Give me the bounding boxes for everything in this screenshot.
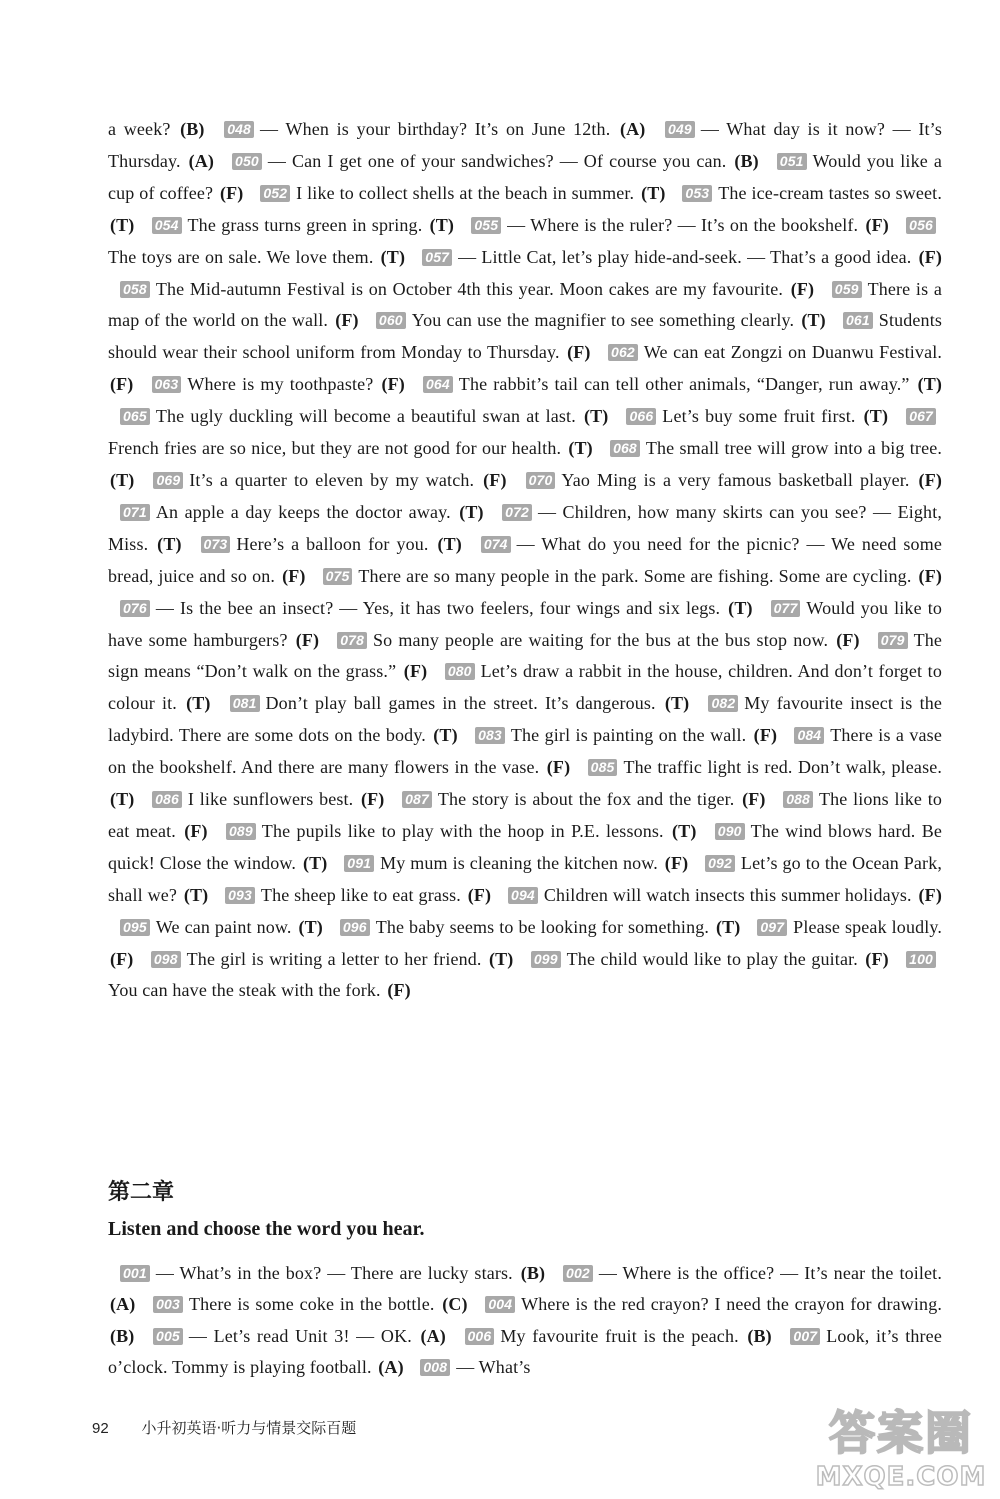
item-text: The rabbit’s tail can tell other animals, “Danger, run away.” [458,374,910,395]
item-number-badge: 071 [120,504,150,521]
item-text: — Where is the ruler? — It’s on the bookshelf. [507,214,859,235]
item-number-badge: 080 [445,663,475,680]
item-answer: (F) [865,214,889,235]
item-number-badge: 064 [423,376,453,393]
item-answer: (F) [403,661,428,682]
item-answer: (T) [110,789,135,810]
item-number-badge: 083 [475,727,505,744]
item-text: So many people are waiting for the bus at the bus stop now. [373,629,829,650]
item-answer: (F) [567,342,591,363]
answer-item [463,725,777,745]
item-text: My favourite insect is the ladybird. There are some dots on the body. [108,693,943,746]
item-number-badge: 070 [526,472,556,489]
page-number: 92 [92,1420,109,1437]
item-number-badge: 058 [120,281,150,298]
item-text: — Let’s read Unit 3! — OK. [188,1325,412,1346]
answer-item [214,821,696,841]
item-number-badge: 099 [531,951,561,968]
answer-item [390,789,765,809]
item-number-badge: 002 [563,1265,593,1282]
item-number-badge: 057 [422,249,452,266]
item-answer: (F) [664,852,689,873]
item-text: The wind blows hard. Be quick! Close the window. [108,820,943,873]
item-answer: (T) [380,246,406,267]
item-text: — Little Cat, let’s play hide-and-seek. — That’s a good idea. [458,246,912,267]
item-text: — What’s in the box? — There are lucky stars. [155,1263,513,1283]
item-text: Don’t play ball games in the street. It’s dangerous. [265,693,656,714]
item-number-badge: 093 [225,887,255,904]
answer-item [218,693,690,713]
item-text: There is some coke in the bottle. [188,1294,435,1315]
item-answer: (F) [335,310,359,331]
item-text: The ice-cream tastes so sweet. [718,182,942,203]
item-number-badge: 068 [610,440,640,457]
item-text: — Can I get one of your sandwiches? — Of course you can. [267,150,727,171]
item-number-badge: 096 [340,919,370,936]
answer-item [108,1263,545,1283]
item-text: — Is the bee an insect? — Yes, it has two feelers, four wings and six legs. [155,597,721,618]
item-text: The pupils like to play with the hoop in P.E. lessons. [261,820,664,841]
item-answer: (F) [184,820,208,841]
item-number-badge: 095 [120,919,150,936]
item-answer: (F) [381,374,405,395]
item-answer: (A) [378,1356,404,1377]
item-number-badge: 003 [153,1296,183,1313]
item-number-badge: 059 [832,281,862,298]
item-text: There is a vase on the bookshelf. And there are many flowers in the vase. [108,725,942,778]
item-answer: (F) [467,884,492,905]
item-number-badge: 078 [337,632,367,649]
item-answer: (T) [488,948,514,969]
item-answer: (T) [437,533,462,554]
item-answer: (F) [483,469,507,490]
item-answer: (T) [672,820,697,841]
item-number-badge: 073 [201,536,231,553]
item-answer: (B) [734,150,759,171]
item-answer: (T) [728,597,753,618]
item-answer: (T) [583,406,609,427]
watermark-url: MXQE.COM [815,1462,987,1492]
answer-item [108,406,608,426]
item-text: Let’s buy some fruit first. [662,406,856,427]
item-answer: (T) [459,501,484,522]
answer-item [108,917,323,937]
item-text: There are so many people in the park. Some are fishing. Some are cycling. [358,565,912,586]
item-answer: (T) [298,916,323,937]
answer-text-section-2 [108,1258,942,1383]
item-text: The girl is writing a letter to her friend. [186,948,482,969]
item-number-badge: 081 [230,695,260,712]
item-answer: (C) [442,1294,468,1315]
item-answer: (F) [220,182,244,203]
answer-item [108,279,814,299]
item-text: The ugly duckling will become a beautiful swan at last. [155,406,576,427]
item-number-badge: 098 [151,951,181,968]
answer-item [459,215,889,235]
answer-item [411,374,942,394]
item-answer: (T) [183,884,209,905]
item-number-badge: 001 [120,1265,150,1282]
item-number-badge: 077 [771,600,801,617]
item-number-badge: 069 [153,472,183,489]
answer-item [453,1326,772,1346]
item-text: We can eat Zongzi on Duanwu Festival. [643,342,943,363]
item-text: My favourite fruit is the peach. [500,1325,739,1346]
item-answer: (T) [917,374,943,395]
item-text: Please speak loudly. [793,916,943,937]
item-answer: (T) [801,310,826,331]
item-number-badge: 075 [323,568,353,585]
item-text: — What do you need for the picnic? — We need some bread, juice and so on. [108,533,942,586]
item-text: The baby seems to be looking for something. [375,916,710,937]
answer-item [213,885,491,905]
item-number-badge: 088 [783,791,813,808]
item-answer: (T) [157,533,182,554]
item-answer: (T) [110,469,135,490]
answer-item [328,917,741,937]
item-text: It’s a quarter to eleven by my watch. [189,469,475,490]
item-number-badge: 084 [794,727,824,744]
answer-item [248,183,665,203]
item-text: You can use the magnifier to see something clearly. [411,310,795,331]
book-title: 小升初英语·听力与情景交际百题 [141,1419,357,1437]
answer-text-section-1 [108,114,942,1007]
answer-item [139,949,514,969]
item-number-badge: 094 [508,887,538,904]
answer-item [140,789,384,809]
item-text: There is a map of the world on the wall. [108,278,942,331]
answer-item [614,406,888,426]
item-text: We can paint now. [155,916,292,937]
item-answer: (F) [790,278,815,299]
answer-item [141,470,506,490]
item-answer: (A) [188,150,215,171]
item-number-badge: 086 [152,791,182,808]
item-number-badge: 008 [420,1359,450,1376]
item-number-badge: 079 [878,632,908,649]
item-answer: (B) [747,1325,772,1346]
item-number-badge: 053 [682,185,712,202]
item-text: Here’s a balloon for you. [236,533,429,554]
item-answer: (A) [420,1325,446,1346]
item-answer: (T) [429,214,455,235]
item-number-badge: 087 [402,791,432,808]
item-answer: (F) [836,629,860,650]
item-number-badge: 082 [708,695,738,712]
item-text: — Where is the office? — It’s near the toilet. [598,1263,942,1283]
watermark-title: 答案圈 [829,1406,973,1460]
item-text: a week? [108,119,171,139]
item-text: The child would like to play the guitar. [566,948,858,969]
item-number-badge: 090 [715,823,745,840]
item-answer: (F) [865,948,889,969]
answer-item [496,885,942,905]
item-text: I like to collect shells at the beach in summer. [296,182,635,203]
item-answer: (T) [641,182,666,203]
answer-item [108,598,753,618]
item-text: — When is your birthday? It’s on June 12th. [260,119,611,139]
answer-item [108,502,484,522]
item-number-badge: 006 [465,1328,495,1345]
item-answer: (F) [918,884,942,905]
item-number-badge: 062 [608,344,638,361]
item-number-badge: 056 [906,217,936,234]
item-text: The toys are on sale. We love them. [108,246,374,267]
item-answer: (B) [520,1263,546,1283]
item-text: Where is the red crayon? I need the crayon for drawing. [521,1294,943,1315]
item-number-badge: 055 [471,217,501,234]
item-answer: (T) [664,693,690,714]
item-number-badge: 074 [481,536,511,553]
answer-item [311,566,942,586]
item-text: — What’s [456,1356,531,1377]
answer-item [408,1357,530,1377]
answer-item [220,151,759,171]
item-text: Would you like to have some hamburgers? [108,597,942,650]
item-answer: (F) [360,789,385,810]
item-answer: (T) [110,214,135,235]
item-text: Yao Ming is a very famous basketball player. [561,469,910,490]
item-answer: (F) [918,469,942,490]
item-number-badge: 060 [376,312,406,329]
item-answer: (B) [180,119,205,139]
item-number-badge: 004 [485,1296,515,1313]
item-text: The lions like to eat meat. [108,789,943,841]
answer-item [189,534,462,554]
item-answer: (F) [387,980,411,1001]
item-number-badge: 063 [152,376,182,393]
item-answer: (T) [186,693,211,714]
item-text: The traffic light is red. Don’t walk, please. [623,757,943,778]
answer-item [108,119,205,139]
chapter-title: 第二章 [108,1179,175,1205]
item-number-badge: 061 [843,312,873,329]
answer-item [519,949,889,969]
item-text: Let’s go to the Ocean Park, shall we? [108,852,943,905]
item-text: — What day is it now? — It’s Thursday. [108,119,942,171]
item-text: The girl is painting on the wall. [510,725,747,746]
item-number-badge: 050 [232,153,262,170]
item-number-badge: 065 [120,408,150,425]
item-text: — Children, how many skirts can you see? — Eight, Miss. [108,501,943,554]
answer-item [141,1326,446,1346]
item-number-badge: 067 [906,408,936,425]
item-text: Look, it’s three o’clock. Tommy is playing football. [108,1325,942,1377]
item-number-badge: 049 [665,121,695,138]
item-answer: (F) [295,629,320,650]
item-text: The sign means “Don’t walk on the grass.” [108,629,942,682]
item-text: Children will watch insects this summer holidays. [543,884,912,905]
item-answer: (T) [863,406,889,427]
item-number-badge: 097 [757,919,787,936]
item-number-badge: 089 [226,823,256,840]
item-number-badge: 051 [777,153,807,170]
item-text: I like sunflowers best. [187,789,354,810]
item-text: The story is about the fox and the tiger. [437,789,735,810]
item-answer: (F) [110,948,134,969]
item-number-badge: 085 [588,759,618,776]
item-number-badge: 066 [626,408,656,425]
item-text: The small tree will grow into a big tree. [645,438,942,459]
item-number-badge: 092 [705,855,735,872]
item-number-badge: 048 [224,121,254,138]
answer-item [514,470,942,490]
item-answer: (F) [918,246,943,267]
answer-item [410,247,942,267]
item-answer: (F) [753,725,778,746]
item-answer: (A) [619,119,646,139]
watermark-logo [808,1403,994,1493]
item-number-badge: 005 [153,1328,183,1345]
item-text: You can have the steak with the fork. [108,980,381,1001]
item-answer: (T) [715,916,741,937]
item-answer: (T) [568,438,593,459]
item-answer: (F) [742,789,766,810]
answer-item [332,853,688,873]
item-text: My mum is cleaning the kitchen now. [380,852,658,873]
answer-item [141,1294,468,1314]
item-answer: (F) [546,757,571,778]
page-footer [92,1418,356,1439]
item-text: Would you like a cup of coffee? [108,150,942,203]
item-answer: (T) [302,852,328,873]
item-answer: (F) [110,374,134,395]
item-number-badge: 072 [502,504,532,521]
item-text: The sheep like to eat grass. [260,884,461,905]
item-text: The Mid-autumn Festival is on October 4th this year. Moon cakes are my favourite. [155,278,784,299]
answer-item [212,119,645,139]
item-answer: (F) [282,565,306,586]
item-answer: (A) [110,1294,136,1315]
item-text: Where is my toothpaste? [187,374,374,395]
item-answer: (T) [433,725,458,746]
chapter-instruction: Listen and choose the word you hear. [108,1218,425,1240]
item-text: French fries are so nice, but they are not good for our health. [108,438,562,459]
item-text: Let’s draw a rabbit in the house, children. And don’t forget to colour it. [108,661,942,714]
answer-item [364,310,826,330]
item-number-badge: 100 [906,951,936,968]
answer-item [140,374,405,394]
item-answer: (F) [918,565,942,586]
answer-item [140,215,454,235]
item-text: An apple a day keeps the doctor away. [155,501,451,522]
item-answer: (B) [110,1325,135,1346]
item-text: Students should wear their school uniform from Monday to Thursday. [108,310,943,363]
item-number-badge: 052 [260,185,290,202]
item-number-badge: 091 [344,855,374,872]
item-number-badge: 076 [120,600,150,617]
item-number-badge: 007 [790,1328,820,1345]
item-number-badge: 054 [152,217,182,234]
item-text: The grass turns green in spring. [187,214,423,235]
answer-item [325,630,859,650]
